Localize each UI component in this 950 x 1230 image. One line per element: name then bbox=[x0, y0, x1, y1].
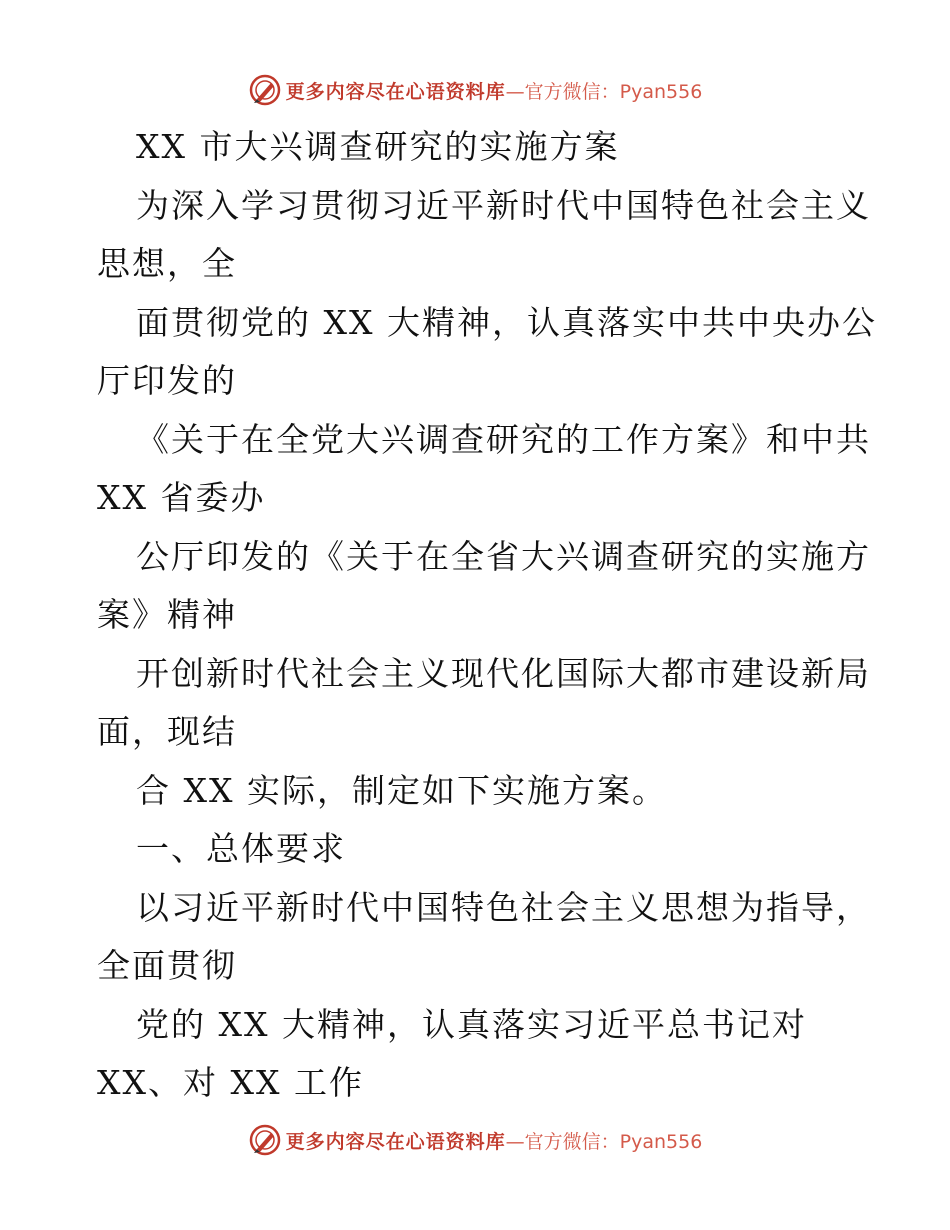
paragraph-line: 全面贯彻 bbox=[97, 946, 237, 985]
paragraph-line: XX 省委办 bbox=[97, 478, 266, 517]
paragraph-line: 面，现结 bbox=[97, 712, 237, 751]
section-heading: 一、总体要求 bbox=[136, 829, 346, 868]
watermark-contact-text: —官方微信：Pyan556 bbox=[505, 80, 703, 103]
paragraph-line: 思想，全 bbox=[97, 244, 237, 283]
watermark-lead-text: 更多内容尽在心语资料库 bbox=[285, 1130, 506, 1153]
document-title: XX 市大兴调查研究的实施方案 bbox=[136, 127, 620, 166]
watermark-lead-text: 更多内容尽在心语资料库 bbox=[285, 80, 506, 103]
paragraph-line: 以习近平新时代中国特色社会主义思想为指导， bbox=[136, 888, 871, 927]
paragraph-line: 合 XX 实际，制定如下实施方案。 bbox=[136, 771, 667, 810]
paragraph-line: 案》精神 bbox=[97, 595, 237, 634]
paragraph-line: 开创新时代社会主义现代化国际大都市建设新局 bbox=[136, 654, 871, 693]
pen-logo-icon bbox=[248, 1123, 282, 1157]
footer-watermark-banner bbox=[0, 1120, 950, 1160]
paragraph-line: 公厅印发的《关于在全省大兴调查研究的实施方 bbox=[136, 537, 871, 576]
paragraph-line: 面贯彻党的 XX 大精神，认真落实中共中央办公 bbox=[136, 303, 877, 342]
paragraph-line: 为深入学习贯彻习近平新时代中国特色社会主义 bbox=[136, 186, 871, 225]
paragraph-line: 厅印发的 bbox=[97, 361, 237, 400]
paragraph-line: XX、对 XX 工作 bbox=[97, 1063, 364, 1102]
watermark-contact-text: —官方微信：Pyan556 bbox=[505, 1130, 703, 1153]
paragraph-line: 党的 XX 大精神，认真落实习近平总书记对 bbox=[136, 1005, 807, 1044]
pen-logo-icon bbox=[248, 73, 282, 107]
header-watermark-banner bbox=[0, 70, 950, 110]
paragraph-line: 《关于在全党大兴调查研究的工作方案》和中共 bbox=[136, 420, 871, 459]
